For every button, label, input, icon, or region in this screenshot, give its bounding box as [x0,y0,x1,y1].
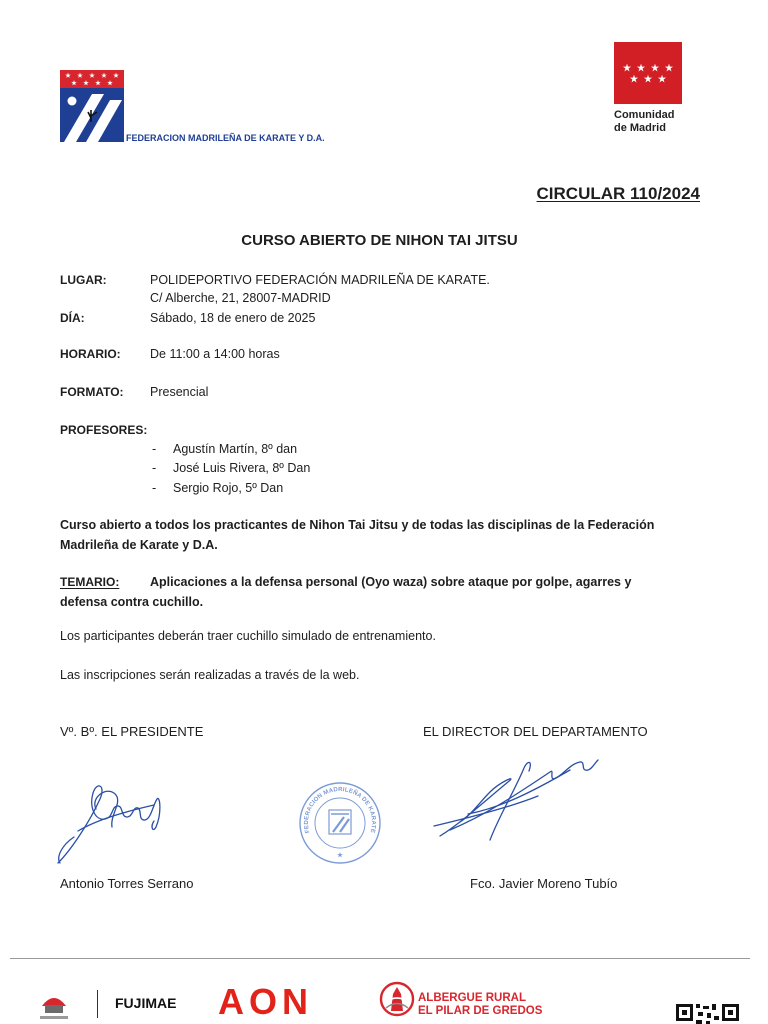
list-item: José Luis Rivera, 8º Dan [173,461,311,475]
director-title: EL DIRECTOR DEL DEPARTAMENTO [423,724,648,739]
region-logo-line-2: de Madrid [614,122,666,134]
page-title: CURSO ABIERTO DE NIHON TAI JITSU [241,232,518,249]
list-item: Agustín Martín, 8º dan [173,442,298,456]
horario-value: De 11:00 a 14:00 horas [150,347,280,361]
circular-number: CIRCULAR 110/2024 [536,184,700,203]
region-logo-line-1: Comunidad [614,109,675,121]
stamp-emblem-icon [329,810,351,834]
partner-name-line-2: EL PILAR DE GREDOS [418,1005,543,1017]
temario-label: TEMARIO: [60,575,120,589]
sponsor-fujimae-logo: FUJIMAE [115,995,177,1011]
formato-value: Presencial [150,385,209,399]
federation-name: FEDERACION MADRILEÑA DE KARATE Y D.A. [126,133,325,143]
list-bullet: - [152,481,157,495]
lugar-value-line-1: POLIDEPORTIVO FEDERACIÓN MADRILEÑA DE KARATE. [150,273,490,287]
partner-name-line-1: ALBERGUE RURAL [418,992,526,1004]
horario-label: HORARIO: [60,347,121,361]
federation-logo [60,70,124,142]
qr-code [676,1002,740,1024]
list-bullet: - [152,442,157,456]
comunidad-madrid-logo [614,42,682,104]
profesores-label: PROFESORES: [60,423,148,437]
star-icon [337,852,343,857]
madrid-flag-field [614,42,682,104]
dia-label: DÍA: [60,311,85,325]
footer-separator [97,990,98,1018]
temario-line: Aplicaciones a la defensa personal (Oyo waza) sobre ataque por golpe, agarres y [150,575,632,589]
materials-note: Los participantes deberán traer cuchillo simulado de entrenamiento. [60,629,436,643]
sponsor-emblem-logo [36,988,72,1022]
president-name: Antonio Torres Serrano [60,876,194,891]
footer-divider [10,958,750,959]
federation-stamp [298,781,382,865]
list-bullet: - [152,461,157,475]
stamp-text: FEDERACION MADRILEÑA DE KARATE [303,786,377,834]
temario-line: defensa contra cuchillo. [60,595,204,609]
lugar-label: LUGAR: [60,273,107,287]
dia-value: Sábado, 18 de enero de 2025 [150,311,316,325]
intro-line: Curso abierto a todos los practicantes de Nihon Tai Jitsu y de todas las disciplinas de la Federación [60,518,655,532]
director-signature [428,752,600,844]
lugar-value-line-2: C/ Alberche, 21, 28007-MADRID [150,291,331,305]
president-signature [50,775,180,870]
list-item: Sergio Rojo, 5º Dan [173,481,284,495]
president-title: Vº. Bº. EL PRESIDENTE [60,724,204,739]
sponsor-aon-logo: AON [218,981,313,1022]
intro-line: Madrileña de Karate y D.A. [60,538,218,552]
registration-note: Las inscripciones serán realizadas a través de la web. [60,668,360,682]
formato-label: FORMATO: [60,385,124,399]
albergue-emblem-logo [379,977,415,1019]
director-name: Fco. Javier Moreno Tubío [470,876,618,891]
